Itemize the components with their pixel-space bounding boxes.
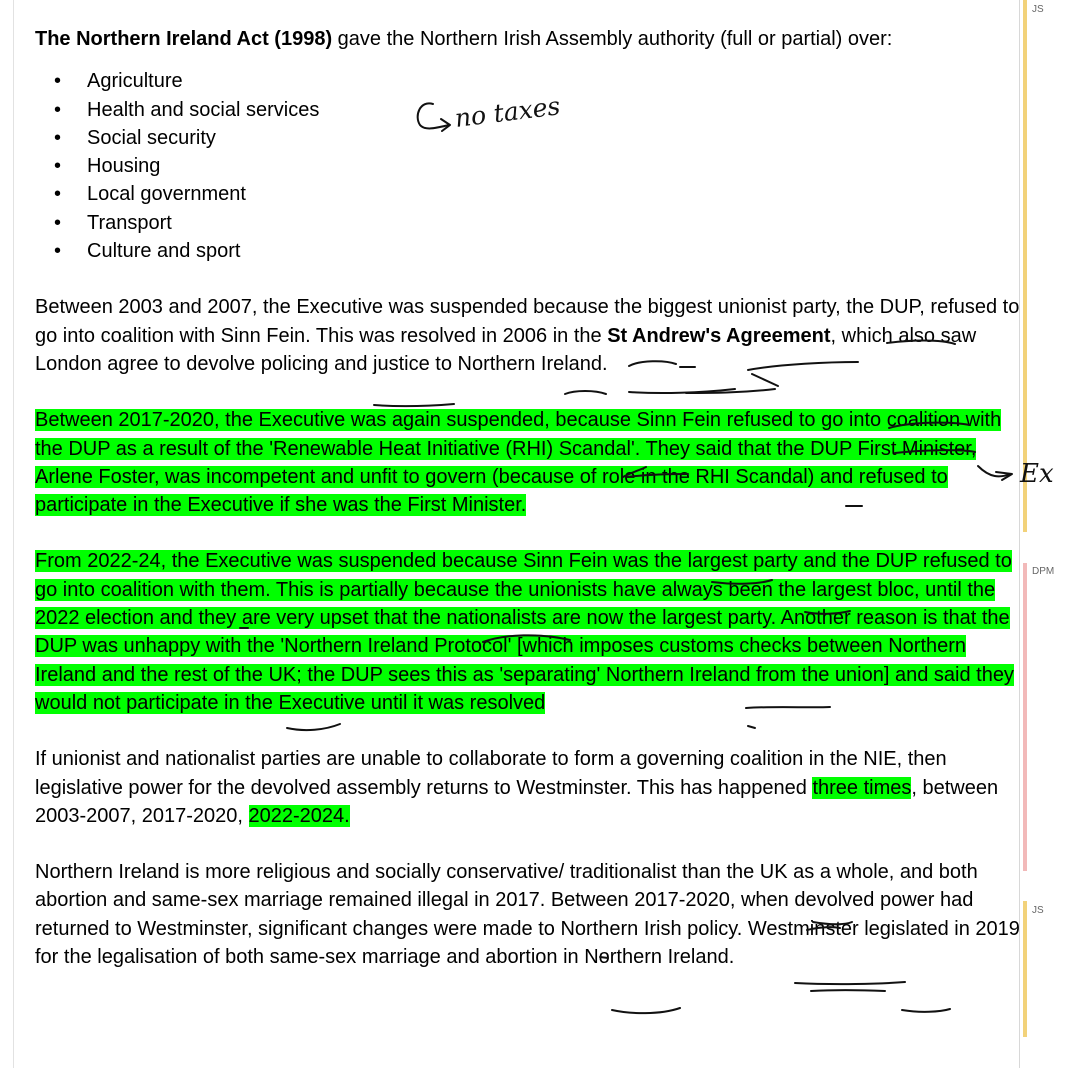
- list-item: • Local government: [35, 180, 1020, 208]
- comment-bar-dpm[interactable]: [1023, 563, 1027, 871]
- intro-text: gave the Northern Irish Assembly authority (full or partial) over:: [332, 28, 893, 50]
- highlight-three-times: three times: [812, 776, 912, 799]
- intro-paragraph: [35, 25, 1020, 53]
- paragraph-2003-text: Between 2003 and 2007, the Executive was suspended because the biggest unionist party, the DUP, refused to go into coalition with Sinn Fein. This was resolved in 2006 in the: [35, 296, 1020, 347]
- comment-author-js-2[interactable]: JS: [1032, 905, 1044, 916]
- paragraph-collapse-text: If unionist and nationalist parties are unable to collaborate to form a governing coalition in the NIE, then legislative power for the devolved assembly returns to Westminster. This has happened: [35, 748, 947, 799]
- highlight-2022-2024: 2022-2024.: [248, 804, 350, 827]
- left-margin-guide: [13, 0, 14, 1068]
- paragraph-2022: [35, 547, 1020, 717]
- comment-author-js-1[interactable]: JS: [1032, 4, 1044, 15]
- highlighted-text: Between 2017-2020, the Executive was again suspended, because Sinn Fein refused to go into coalition with the DUP as a result of the 'Renewable Heat Initiative (RHI) Scandal'. They said that the DUP First Minister, Arlene Foster, was incompetent and unfit to govern (because of role in the RHI Scandal) and refused to participate in the Executive if she was the First Minister.: [35, 409, 1002, 517]
- list-item: • Health and social services: [35, 96, 1020, 124]
- powers-list: [35, 67, 1020, 265]
- act-title: The Northern Ireland Act (1998): [35, 28, 333, 50]
- paragraph-religion: [35, 858, 1020, 971]
- document-body[interactable]: [35, 25, 1020, 971]
- paragraph-2003: [35, 293, 1020, 378]
- handwritten-note: no taxes: [453, 91, 562, 133]
- paragraph-religion-text: Northern Ireland is more religious and socially conservative/ traditionalist than the UK as a whole, and both abortion and same-sex marriage remained illegal in 2017. Between 2017-2020, when devolved power had returned to Westminster, significant changes were made to Northern Irish policy. Westminster legislated in 2019 for the legalisation of both same-sex marriage and abortion in Northern Ireland.: [35, 861, 1020, 969]
- comment-bar-js-2[interactable]: [1023, 901, 1027, 1037]
- list-item: • Housing: [35, 152, 1020, 180]
- list-item: • Transport: [35, 209, 1020, 237]
- highlighted-text: From 2022-24, the Executive was suspended because Sinn Fein was the largest party and the DUP refused to go into coalition with them. This is partially because the unionists have always been the largest bloc, until the 2022 election and they are very upset that the nationalists are now the largest party. Another reason is that the DUP was unhappy with the 'Northern Ireland Protocol' [which imposes customs checks between Northern Ireland and the rest of the UK; the DUP sees this as 'separating' Northern Ireland from the union] and said they would not participate in the Executive until it was resolved: [35, 550, 1014, 714]
- paragraph-collapse: [35, 745, 1020, 830]
- paragraph-collapse-middle: , between 2003-2007, 2017-2020,: [35, 776, 999, 827]
- comment-author-dpm[interactable]: DPM: [1032, 566, 1055, 577]
- list-item: • Agriculture: [35, 67, 1020, 95]
- st-andrews-agreement: St Andrew's Agreement: [607, 324, 831, 347]
- list-item: • Culture and sport: [35, 237, 1020, 265]
- margin-note: Ex: [1020, 459, 1054, 489]
- paragraph-2017: [35, 406, 1020, 519]
- comment-bar-js-1[interactable]: [1023, 0, 1027, 532]
- list-item: • Social security: [35, 124, 1020, 152]
- paragraph-2003-tail: , which also saw London agree to devolve policing and justice to Northern Ireland.: [35, 324, 977, 375]
